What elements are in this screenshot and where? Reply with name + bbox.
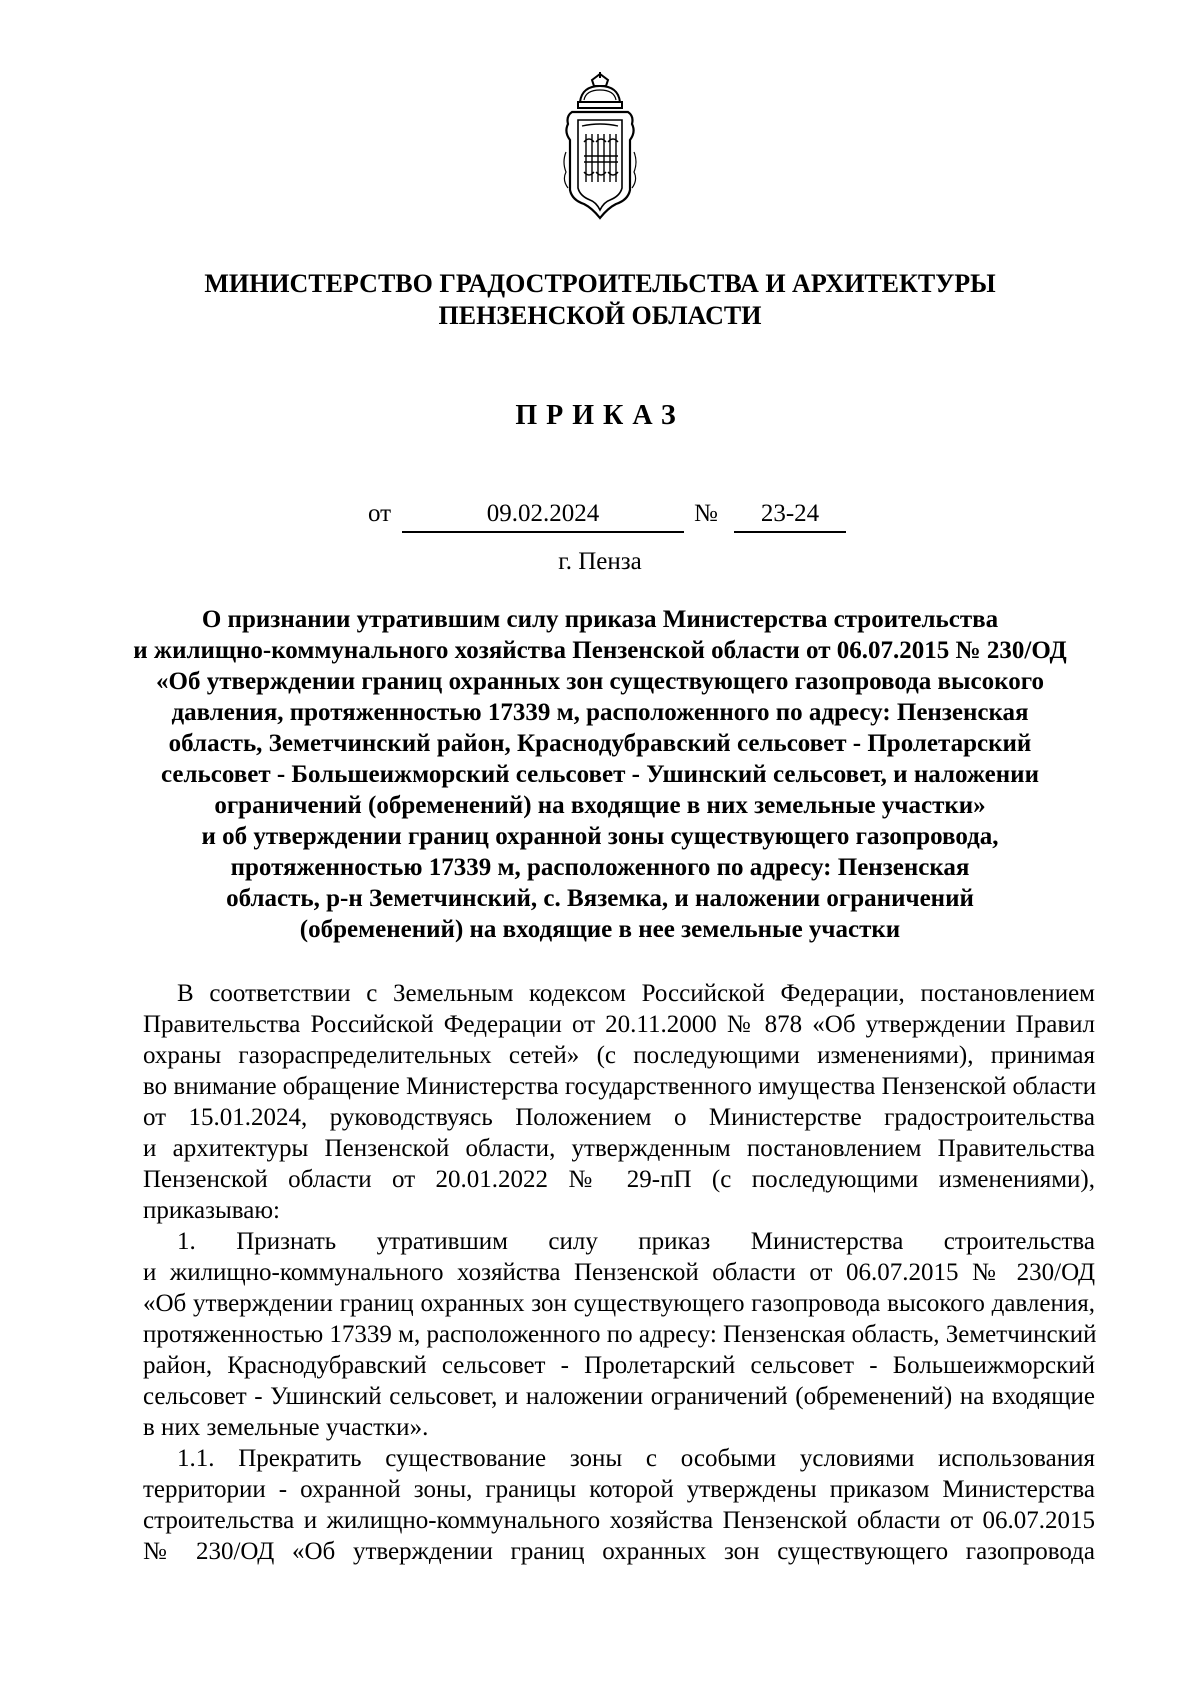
subject-line: и об утверждении границ охранной зоны существующего газопровода, (201, 823, 999, 850)
body-line: строительства и жилищно-коммунального хозяйства Пензенской области от 06.07.2015 (143, 1507, 1095, 1534)
body-line: Пензенской области от 20.01.2022 № 29-пП (с последующими изменениями), (143, 1166, 1095, 1193)
subject-line: сельсовет - Большеижморский сельсовет - Ушинский сельсовет, и наложении (161, 761, 1039, 788)
subject-line: область, р-н Земетчинский, с. Вяземка, и наложении ограничений (226, 885, 974, 912)
body-line: № 230/ОД «Об утверждении границ охранных зон существующего газопровода (143, 1538, 1095, 1565)
date-prefix: от (368, 500, 392, 527)
subject-line: ограничений (обременений) на входящие в них земельные участки» (214, 792, 986, 819)
subject-line: протяженностью 17339 м, расположенного по адресу: Пензенская (230, 854, 970, 881)
body-line: 1. Признать утратившим силу приказ Министерства строительства (177, 1228, 1095, 1255)
body-line: приказываю: (143, 1197, 280, 1224)
body-line: 1.1. Прекратить существование зоны с особыми условиями использования (177, 1445, 1095, 1472)
body-line: «Об утверждении границ охранных зон существующего газопровода высокого давления, (143, 1290, 1095, 1317)
number-sign: № (694, 500, 718, 527)
body-line: в них земельные участки». (143, 1414, 429, 1441)
body-line: от 15.01.2024, руководствуясь Положением о Министерстве градостроительства (143, 1104, 1095, 1131)
ministry-name-line-1: МИНИСТЕРСТВО ГРАДОСТРОИТЕЛЬСТВА И АРХИТЕКТУРЫ (204, 269, 996, 298)
subject-line: область, Земетчинский район, Краснодубравский сельсовет - Пролетарский (168, 730, 1032, 757)
body-line: охраны газораспределительных сетей» (с последующими изменениями), принимая (143, 1042, 1095, 1069)
subject-line: (обременений) на входящие в нее земельные участки (299, 916, 901, 943)
coat-of-arms-icon (562, 72, 638, 222)
body-line: во внимание обращение Министерства государственного имущества Пензенской области (143, 1073, 1097, 1100)
ministry-name (140, 268, 1060, 332)
body-line: территории - охранной зоны, границы которой утверждены приказом Министерства (143, 1476, 1095, 1503)
body-line: Правительства Российской Федерации от 20.11.2000 № 878 «Об утверждении Правил (143, 1011, 1095, 1038)
subject-line: и жилищно-коммунального хозяйства Пензенской области от 06.07.2015 № 230/ОД (133, 637, 1067, 664)
order-title: ПРИКАЗ (515, 400, 685, 431)
order-dateline (0, 500, 1200, 534)
body-line: район, Краснодубравский сельсовет - Пролетарский сельсовет - Большеижморский (143, 1352, 1095, 1379)
order-body (143, 978, 1095, 1567)
subject-line: О признании утратившим силу приказа Министерства строительства (201, 606, 999, 633)
body-line: и жилищно-коммунального хозяйства Пензенской области от 06.07.2015 № 230/ОД (143, 1259, 1095, 1286)
body-line: и архитектуры Пензенской области, утвержденным постановлением Правительства (143, 1135, 1095, 1162)
subject-line: давления, протяженностью 17339 м, расположенного по адресу: Пензенская (171, 699, 1029, 726)
body-line: протяженностью 17339 м, расположенного по адресу: Пензенская область, Земетчинский (143, 1321, 1097, 1348)
subject-line: «Об утверждении границ охранных зон существующего газопровода высокого (156, 668, 1044, 695)
ministry-name-line-2: ПЕНЗЕНСКОЙ ОБЛАСТИ (438, 301, 762, 330)
order-city: г. Пенза (558, 548, 642, 575)
order-subject (110, 604, 1090, 945)
body-line: В соответствии с Земельным кодексом Российской Федерации, постановлением (177, 980, 1095, 1007)
order-date: 09.02.2024 (402, 500, 684, 533)
body-line: сельсовет - Ушинский сельсовет, и наложении ограничений (обременений) на входящие (143, 1383, 1095, 1410)
order-number: 23-24 (734, 500, 846, 533)
